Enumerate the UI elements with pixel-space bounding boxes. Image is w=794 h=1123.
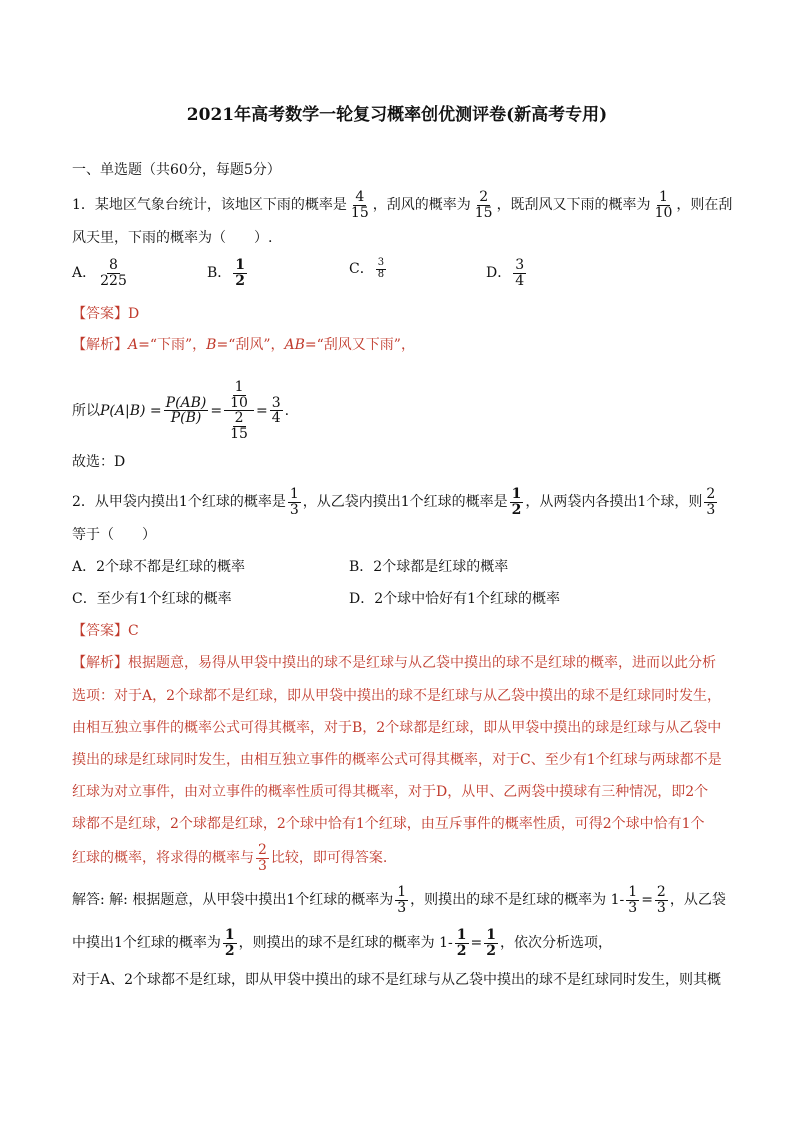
frac-denominator: 8 xyxy=(377,268,385,280)
solution-text: ，则摸出的球不是红球的概率为 1- xyxy=(410,892,625,909)
q1-option-c xyxy=(349,258,388,280)
frac-denominator: 3 xyxy=(706,501,716,518)
q1-stem-text: 1．某地区气象台统计，该地区下雨的概率是 xyxy=(72,197,347,214)
q2-solution-line1 xyxy=(72,885,726,915)
analysis-text: =“刮风”， xyxy=(216,337,285,353)
equals-sign: = xyxy=(210,402,223,419)
frac-denominator: 10 xyxy=(230,394,248,411)
equals-sign: = xyxy=(255,402,268,419)
q2-solution-line3: 对于A、2个球都不是红球，即从甲袋中摸出的球不是红球与从乙袋中摸出的球不是红球同时发生，则其概 xyxy=(72,972,722,988)
analysis-text: =“刮风又下雨”， xyxy=(304,337,415,353)
frac-numerator: 1 xyxy=(224,927,235,943)
frac-denominator: 4 xyxy=(271,410,281,427)
conditional-expression: (A|B) = xyxy=(109,402,162,419)
q1-analysis xyxy=(72,335,415,355)
analysis-tag: 【解析】 xyxy=(72,655,128,671)
q2-stem-text: ，从两袋内各摸出1个球，则 xyxy=(525,494,703,511)
solution-text: ，依次分析选项， xyxy=(500,935,612,952)
prob-symbol: P xyxy=(100,402,110,419)
frac-numerator: 2 xyxy=(706,486,716,502)
inner-fraction xyxy=(228,380,250,410)
option-fraction xyxy=(376,258,386,280)
frac-denominator: 2 xyxy=(235,272,246,289)
q2-analysis-line1 xyxy=(72,653,716,673)
q2-answer xyxy=(72,621,139,641)
frac-denominator: 15 xyxy=(474,204,493,221)
analysis-text: 红球的概率，将求得的概率与 xyxy=(72,850,254,867)
frac-numerator: 1 xyxy=(397,884,407,900)
q2-option-d: D．2个球中恰好有1个红球的概率 xyxy=(349,591,561,607)
q2-fraction-yi xyxy=(510,487,524,517)
frac-denominator: 3 xyxy=(258,857,267,874)
answer-tag: 【答案】 xyxy=(72,306,128,322)
equals-sign: = xyxy=(641,892,653,909)
q2-analysis-line7 xyxy=(72,843,387,873)
frac-numerator: 1 xyxy=(486,927,496,943)
compound-numerator xyxy=(224,380,254,411)
option-fraction xyxy=(98,258,129,288)
option-label: B． xyxy=(207,265,232,282)
frac-denominator: 3 xyxy=(397,899,407,916)
frac-denominator: 2 xyxy=(456,942,467,959)
solution-prefix: 所以 xyxy=(72,402,100,419)
solution-fraction xyxy=(484,928,498,958)
frac-numerator: 8 xyxy=(109,257,118,273)
frac-denominator: 10 xyxy=(654,204,673,221)
q1-fraction-wind xyxy=(473,190,495,220)
solution-text: ，从乙袋 xyxy=(669,892,726,909)
frac-numerator: 1 xyxy=(234,379,244,395)
q2-analysis-line5: 红球为对立事件，由对立事件的概率性质可得其概率，对于D，从甲、乙两袋中摸球有三种情况，即2个 xyxy=(72,784,709,800)
answer-tag: 【答案】 xyxy=(72,623,128,639)
solution-text: ，则摸出的球不是红球的概率为 1- xyxy=(238,935,453,952)
formula-fraction xyxy=(164,396,209,426)
event-a: A xyxy=(128,337,139,353)
frac-denominator: 4 xyxy=(515,272,525,289)
frac-numerator: 1 xyxy=(659,189,668,205)
frac-numerator: 2 xyxy=(479,189,489,205)
result-fraction xyxy=(270,396,283,426)
q2-solution-line2 xyxy=(72,928,612,958)
analysis-tag: 【解析】 xyxy=(72,337,128,353)
page-title: 2021年高考数学一轮复习概率创优测评卷(新高考专用) xyxy=(186,105,608,125)
solution-fraction xyxy=(655,885,668,915)
frac-denominator: 2 xyxy=(224,942,235,959)
q1-stem-text: ，既刮风又下雨的概率为 xyxy=(496,197,651,214)
q2-fraction-jia xyxy=(288,487,301,517)
q1-fraction-both xyxy=(653,190,675,220)
q1-option-d xyxy=(486,258,528,288)
option-fraction xyxy=(513,258,526,288)
q2-analysis-line3: 由相互独立事件的概率公式可得其概率，对于B，2个球都是红球，即从甲袋中摸出的球是红球与从乙袋中 xyxy=(72,720,722,736)
event-b: B xyxy=(206,337,217,353)
frac-numerator: 2 xyxy=(258,842,267,858)
frac-numerator: P(AB) xyxy=(165,394,207,411)
frac-denominator: P(B) xyxy=(170,410,202,427)
frac-numerator: 1 xyxy=(289,486,299,502)
frac-denominator: 3 xyxy=(289,501,299,518)
q2-stem-line1 xyxy=(72,487,719,517)
frac-numerator: 1 xyxy=(456,927,467,943)
analysis-text: =“下雨”， xyxy=(138,337,207,353)
option-label: C． xyxy=(349,261,374,277)
q2-fraction-target xyxy=(704,487,717,517)
q2-analysis-line2: 选项：对于A，2个球都不是红球，即从甲袋中摸出的球不是红球与从乙袋中摸出的球不是红球同时发生， xyxy=(72,688,722,704)
solution-text: 中摸出1个红球的概率为 xyxy=(72,935,221,952)
frac-denominator: 3 xyxy=(656,899,666,916)
event-ab: AB xyxy=(284,337,305,353)
frac-numerator: 2 xyxy=(656,884,666,900)
frac-numerator: 4 xyxy=(355,189,365,205)
frac-numerator: 1 xyxy=(628,884,638,900)
q1-stem-text: ，则在刮 xyxy=(676,197,733,214)
analysis-text: 根据题意，易得从甲袋中摸出的球不是红球与从乙袋中摸出的球不是红球的概率，进而以此分析 xyxy=(128,655,716,671)
q2-option-c: C．至少有1个红球的概率 xyxy=(72,591,232,607)
q2-analysis-line4: 摸出的球是红球同时发生，由相互独立事件的概率公式可得其概率，对于C、至少有1个红球与两球都不是 xyxy=(72,752,722,768)
frac-denominator: 2 xyxy=(486,942,496,959)
answer-value: C xyxy=(128,623,139,639)
frac-numerator: 3 xyxy=(377,257,385,268)
answer-value: D xyxy=(128,306,140,322)
q1-conclusion: 故选：D xyxy=(72,454,126,470)
q1-fraction-rain xyxy=(349,190,371,220)
q1-answer xyxy=(72,304,139,324)
compound-denominator xyxy=(224,411,254,441)
solution-fraction xyxy=(626,885,639,915)
frac-denominator: 15 xyxy=(350,204,369,221)
q1-stem-text: ，刮风的概率为 xyxy=(372,197,471,214)
q2-option-a: A．2个球不都是红球的概率 xyxy=(72,559,246,575)
inner-fraction xyxy=(228,411,250,441)
option-fraction xyxy=(233,258,247,288)
q1-option-a xyxy=(72,257,131,289)
frac-denominator: 3 xyxy=(628,899,638,916)
frac-numerator: 1 xyxy=(511,486,522,502)
frac-numerator: 1 xyxy=(235,257,246,273)
q1-solution xyxy=(72,380,289,442)
solution-fraction xyxy=(395,885,408,915)
q1-option-b xyxy=(207,258,249,288)
option-label: D． xyxy=(486,265,512,282)
solution-fraction xyxy=(223,928,237,958)
analysis-text: 比较，即可得答案. xyxy=(270,850,388,867)
frac-numerator: 3 xyxy=(515,257,525,273)
q2-stem-line2: 等于（ ） xyxy=(72,527,156,543)
analysis-fraction xyxy=(256,843,269,873)
q1-stem-line2: 风天里，下雨的概率为（ ）. xyxy=(72,230,273,246)
section-heading: 一、单选题（共60分，每题5分） xyxy=(72,162,281,178)
q2-stem-text: 2．从甲袋内摸出1个红球的概率是 xyxy=(72,494,286,511)
q1-stem-line1 xyxy=(72,190,732,220)
q2-analysis-line6: 球都不是红球，2个球都是红球，2个球中恰有1个红球，由互斥事件的概率性质，可得2个球中恰有1个 xyxy=(72,816,705,832)
period: . xyxy=(284,402,290,419)
frac-denominator: 2 xyxy=(511,501,522,518)
compound-fraction xyxy=(224,380,254,442)
frac-numerator: 3 xyxy=(271,394,281,411)
option-label: A． xyxy=(72,265,97,282)
frac-denominator: 225 xyxy=(100,272,127,289)
frac-denominator: 15 xyxy=(230,426,248,443)
q2-stem-text: ，从乙袋内摸出1个红球的概率是 xyxy=(302,494,508,511)
q1-options xyxy=(72,258,722,288)
solution-text: 解答: 解: 根据题意，从甲袋中摸出1个红球的概率为 xyxy=(72,892,394,909)
q2-option-b: B．2个球都是红球的概率 xyxy=(349,559,509,575)
solution-fraction xyxy=(455,928,469,958)
frac-numerator: 2 xyxy=(234,410,244,427)
equals-sign: = xyxy=(470,935,483,952)
